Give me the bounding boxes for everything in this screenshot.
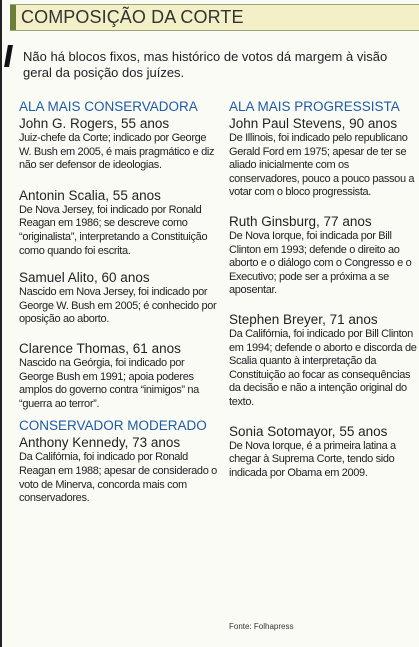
judge-name: Sonia Sotomayor, 55 anos: [229, 423, 388, 439]
header-accent-bar: [10, 5, 16, 30]
judge-desc: Da Califórnia, foi indicado por Ronald Reagan em 1988; apesar de considerado o voto de Minerva, concorda mais com conservadores.: [19, 451, 217, 505]
judge-desc: De Nova Jersey, foi indicado por Ronald Reagan em 1986; se descreve como “originalista”, interpretando a Constituição como quando foi escrita.: [19, 203, 208, 257]
judge-desc: De Illinois, foi indicado pelo republicano Gerald Ford em 1975; apesar de ter se aliado inicialmente com os conservadores, pouco a pouco passou a votar com o bloco progressista.: [229, 132, 415, 199]
judge-desc: Nascido na Geórgia, foi indicado por George Bush em 1991; apoia poderes amplos do governo contra “inimigos” na “guerra ao terror”.: [19, 356, 199, 410]
judge-entry: [229, 423, 419, 481]
judge-name: Antonin Scalia, 55 anos: [19, 187, 161, 203]
page-title: COMPOSIÇÃO DA CORTE: [21, 7, 244, 27]
right-column: [229, 99, 419, 490]
source-credit: Fonte: Folhapress: [229, 622, 294, 631]
heading-progressive: ALA MAIS PROGRESSISTA: [229, 99, 400, 114]
judge-name: Anthony Kennedy, 73 anos: [19, 435, 181, 451]
heading-conservative: ALA MAIS CONSERVADORA: [19, 99, 198, 114]
judge-entry: [229, 213, 419, 298]
left-column: [19, 99, 219, 516]
judge-entry: [19, 434, 219, 505]
judge-entry: [19, 269, 219, 327]
judge-desc: De Nova Iorque, foi indicada por Bill Clinton em 1993; defende o direito ao aborto e o diálogo com o Congresso e o Executivo; pode ser a próxima a se aposentar.: [229, 229, 412, 297]
judge-desc: Nascido em Nova Jersey, foi indicado por George W. Bush em 2005; é conhecido por oposição ao aborto.: [19, 286, 217, 326]
judge-desc: Juiz-chefe da Corte; indicado por George W. Bush em 2005, é mais pragmático e diz não ser defensor de ideologias.: [19, 132, 215, 172]
judge-entry: [229, 311, 419, 410]
judge-name: Clarence Thomas, 61 anos: [19, 340, 181, 356]
judge-name: John G. Rogers, 55 anos: [19, 116, 170, 131]
judge-desc: De Nova Iorque, é a primeira latina a chegar à Suprema Corte, tendo sido indicada por Obama em 2009.: [229, 439, 396, 479]
intro-text: Não há blocos fixos, mas histórico de votos dá margem à visão geral da posição dos juízes.: [23, 49, 388, 80]
judge-entry: [229, 115, 419, 200]
header-band: [10, 4, 419, 31]
judge-name: Stephen Breyer, 71 anos: [229, 311, 378, 327]
judge-name: John Paul Stevens, 90 anos: [229, 116, 398, 131]
judge-entry: [19, 340, 219, 411]
judge-entry: [19, 115, 219, 173]
left-rule: [0, 0, 2, 647]
heading-moderate: CONSERVADOR MODERADO: [19, 418, 207, 434]
slash-mark: [4, 45, 13, 67]
judge-name: Ruth Ginsburg, 77 anos: [229, 213, 372, 229]
judge-name: Samuel Alito, 60 anos: [19, 270, 150, 286]
judge-desc: Da Califórnia, foi indicado por Bill Clinton em 1994; defende o aborto e discorda de Scalia quanto à interpretação da Constituição ao focar as consequências da decisão e não a intenção original do texto.: [229, 327, 417, 408]
judge-entry: [19, 187, 219, 258]
